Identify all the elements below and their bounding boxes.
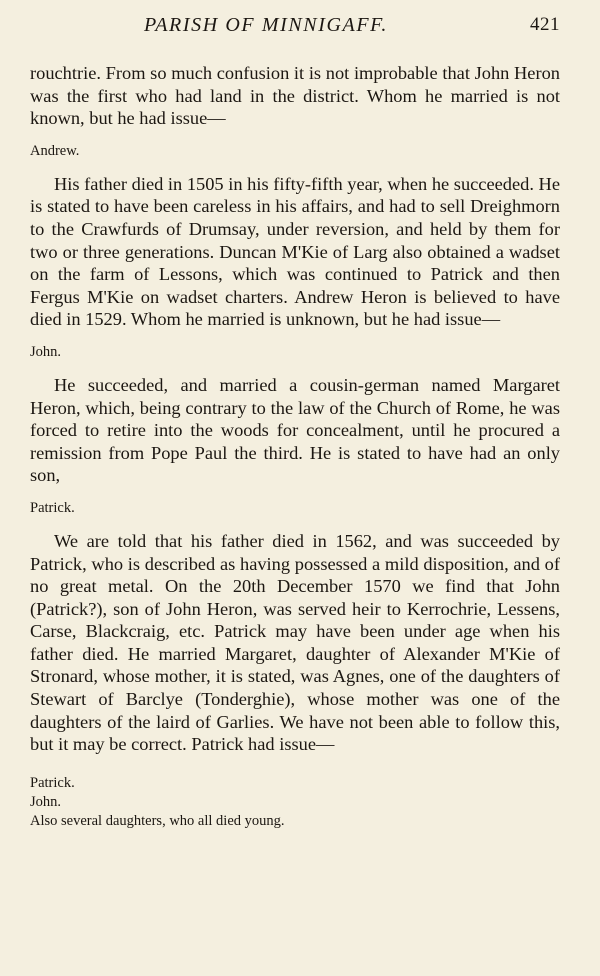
paragraph-patrick: We are told that his father died in 1562, and was succeeded by Patrick, who is described as having possessed a mild disposition, and of no great metal. On the 20th December 1570 we find that John (Patrick?), son of John Heron, was served heir to Kerrochrie, Lessens, Carse, Blackcraig, etc. Patrick may have been under age when his father died. He married Margaret, daughter of Alexander M'Kie of Stronard, whose mother, it is stated, was Agnes, one of the daughters of Stewart of Barclye (Tonderghie), whose mother was one of the daughters of the laird of Garlies. We have not been able to follow this, but it may be correct. Patrick had issue— (30, 530, 560, 755)
heir-name-patrick: Patrick. (30, 499, 75, 516)
running-head (30, 10, 560, 44)
issue-list-item: Patrick. (30, 774, 75, 791)
issue-list-item: John. (30, 793, 62, 810)
running-title: PARISH OF MINNIGAFF. (144, 14, 389, 36)
page-number: 421 (530, 14, 560, 35)
heir-name-john: John. (30, 343, 62, 360)
heir-name-andrew: Andrew. (30, 142, 80, 159)
paragraph-john: He succeeded, and married a cousin-german named Margaret Heron, which, being contrary to the law of the Church of Rome, he was forced to retire into the woods for concealment, until he procured a remission from Pope Paul the third. He is stated to have had an only son, (30, 374, 560, 486)
paragraph-continuation: rouchtrie. From so much confusion it is not improbable that John Heron was the first who had land in the district. Whom he married is not known, but he had issue— (30, 63, 560, 129)
issue-list-item: Also several daughters, who all died young. (30, 812, 285, 829)
issue-list (30, 774, 560, 831)
paragraph-andrew: His father died in 1505 in his fifty-fifth year, when he succeeded. He is stated to have been careless in his affairs, and had to sell Dreighmorn to the Crawfurds of Drumsay, under reversion, and held by them for two or three generations. Duncan M'Kie of Larg also obtained a wadset on the farm of Lessons, which was continued to Patrick and then Fergus M'Kie on wadset charters. Andrew Heron is believed to have died in 1529. Whom he married is unknown, but he had issue— (30, 173, 560, 330)
body-text (30, 62, 560, 831)
